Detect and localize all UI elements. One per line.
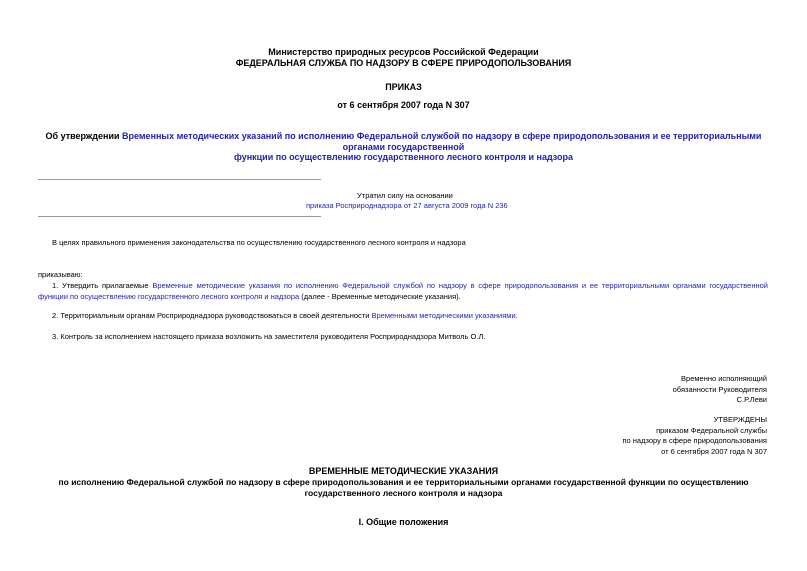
- intro-paragraph: В целях правильного применения законодательства по осуществлению государственного лесного контроля и надзора: [52, 238, 466, 247]
- item-1-prefix: 1. Утвердить прилагаемые: [52, 281, 153, 290]
- signature-name: С.Р.Леви: [736, 395, 767, 404]
- section-heading: I. Общие положения: [358, 517, 449, 527]
- item-1-link[interactable]: Временные методические указания по исполнению Федеральной службой по надзору в сфере природопользования и ее территориальными органами государственной функции по осуществлению государственного лесного контроля и надзора: [38, 281, 768, 301]
- approved-line4: от 6 сентября 2007 года N 307: [661, 446, 767, 456]
- title-link-line1[interactable]: Временных методических указаний по исполнению Федеральной службой по надзору в сфере природопользования и ее территориальными: [122, 131, 762, 141]
- item-2-suffix: .: [515, 311, 518, 320]
- document-type: ПРИКАЗ: [385, 82, 422, 92]
- annex-subtitle-line2: государственного лесного контроля и надзора: [304, 487, 503, 498]
- document-date: от 6 сентября 2007 года N 307: [337, 100, 470, 110]
- document-title: [0, 131, 807, 163]
- approved-line2: приказом Федеральной службы: [656, 425, 767, 435]
- divider-bottom: [38, 216, 321, 217]
- item-2-prefix: 2. Территориальным органам Росприроднадзора руководствоваться в своей деятельности: [52, 311, 372, 320]
- item-2: [52, 311, 518, 320]
- approved-line1: УТВЕРЖДЕНЫ: [713, 415, 767, 424]
- status-text: Утратил силу на основании: [357, 191, 453, 200]
- signature-block: [673, 374, 767, 406]
- approved-block: [622, 415, 767, 457]
- item-2-link[interactable]: Временными методическими указаниями: [371, 311, 516, 320]
- title-link-line3[interactable]: функции по осуществлению государственного лесного контроля и надзора: [233, 152, 574, 162]
- item-1-suffix: (далее - Временные методические указания).: [299, 291, 461, 301]
- title-link-line2[interactable]: органами государственной: [342, 141, 465, 152]
- title-prefix: Об утверждении: [45, 131, 123, 141]
- ministry-name: Министерство природных ресурсов Российской Федерации: [268, 47, 539, 57]
- signature-line1: Временно исполняющий: [681, 374, 767, 383]
- order-word: приказываю:: [38, 270, 83, 279]
- signature-line2: обязанности Руководителя: [672, 384, 767, 394]
- annex-subtitle-line1: по исполнению Федеральной службой по надзору в сфере природопользования и ее территориальными органами государственной функции по осуществлению: [58, 477, 749, 487]
- annex-title: ВРЕМЕННЫЕ МЕТОДИЧЕСКИЕ УКАЗАНИЯ: [308, 466, 499, 476]
- approved-line3: по надзору в сфере природопользования: [622, 436, 767, 445]
- item-3: 3. Контроль за исполнением настоящего приказа возложить на заместителя руководителя Росприроднадзора Митволь О.Л.: [52, 332, 486, 341]
- item-1: [38, 281, 768, 302]
- divider-top: [38, 179, 321, 180]
- service-name: ФЕДЕРАЛЬНАЯ СЛУЖБА ПО НАДЗОРУ В СФЕРЕ ПРИРОДОПОЛЬЗОВАНИЯ: [235, 58, 572, 68]
- annex-subtitle: [0, 477, 807, 498]
- status-link[interactable]: приказа Росприроднадзора от 27 августа 2009 года N 236: [306, 201, 508, 210]
